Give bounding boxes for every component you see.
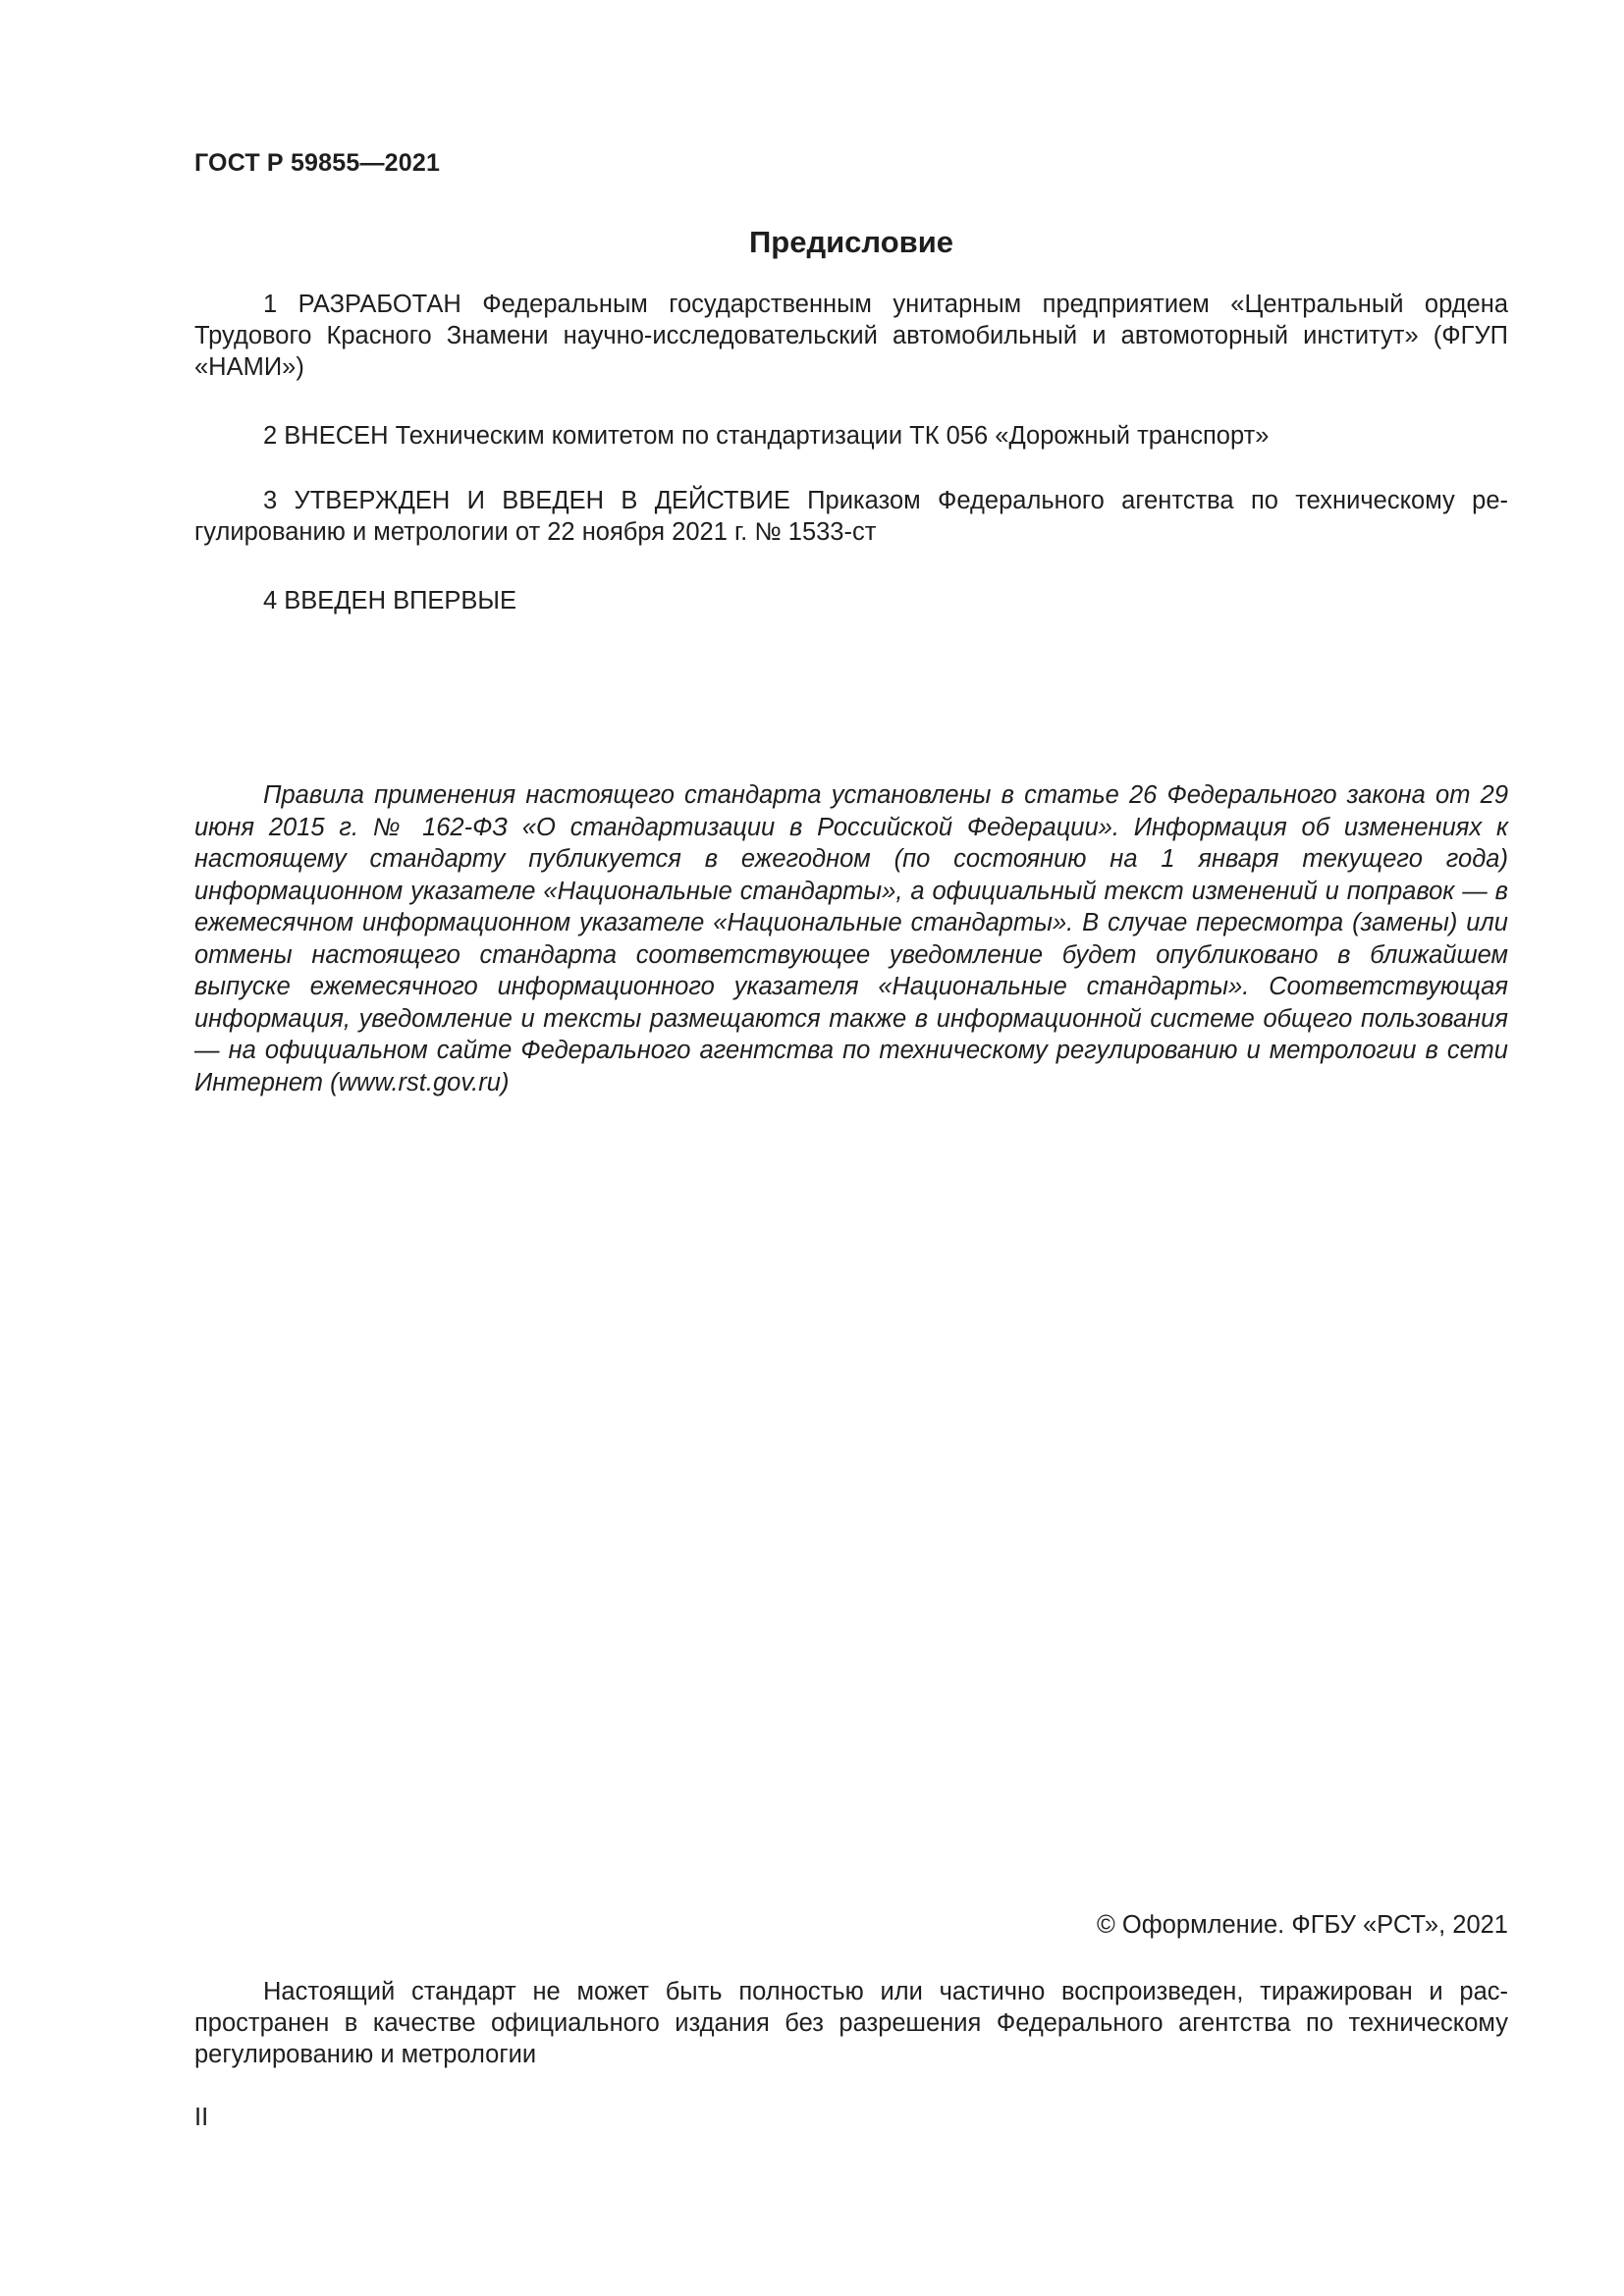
foreword-title: Предисловие bbox=[748, 225, 953, 259]
foreword-item-3: 3 УТВЕРЖДЕН И ВВЕДЕН В ДЕЙСТВИЕ Приказом Федерального агентства по техническому регулированию и метрологии от 22 ноября 2021 г. № 1533-ст bbox=[194, 487, 1508, 546]
page-number: II bbox=[194, 2104, 209, 2131]
copyright-line: © Оформление. ФГБУ «РСТ», 2021 bbox=[1097, 1911, 1508, 1939]
application-rules-notice: Правила применения настоящего стандарта установлены в статье 26 Федерального закона от 29 июня 2015 г. № 162-ФЗ «О стандартизации в Российской Федерации». Информация об изменениях к настоящему стандарту публикуется в ежегодном (по состоянию на 1 января текущего года) информационном указателе «Национальные стандарты», а официальный текст изменений и поправок — в ежемесячном информационном указателе «Национальные стандарты». В случае пересмотра (замены) или отмены настоящего стандарта соответствующее уведомление будет опубликовано в ближайшем выпуске ежемесячного информационного указателя «Национальные стандарты». Соответствующая информация, уведомление и тексты размещаются также в информационной системе общего пользования — на официальном сайте Федерального агентства по техническому регулированию и метрологии в сети Интернет (www.rst.gov.ru) bbox=[194, 781, 1508, 1096]
foreword-item-4: 4 ВВЕДЕН ВПЕРВЫЕ bbox=[263, 587, 517, 614]
document-code: ГОСТ Р 59855—2021 bbox=[194, 149, 441, 177]
reproduction-notice: Настоящий стандарт не может быть полностью или частично воспроизведен, тиражирован и распространен в качестве официального издания без разрешения Федерального агентства по техническому регулированию и метрологии bbox=[194, 1978, 1508, 2068]
foreword-item-2: 2 ВНЕСЕН Техническим комитетом по стандартизации ТК 056 «Дорожный транспорт» bbox=[263, 422, 1270, 450]
foreword-item-1: 1 РАЗРАБОТАН Федеральным государственным унитарным предприятием «Центральный ордена Трудового Красного Знамени научно-исследовательский автомобильный и автомоторный институт» (ФГУП «НАМИ») bbox=[194, 291, 1508, 381]
